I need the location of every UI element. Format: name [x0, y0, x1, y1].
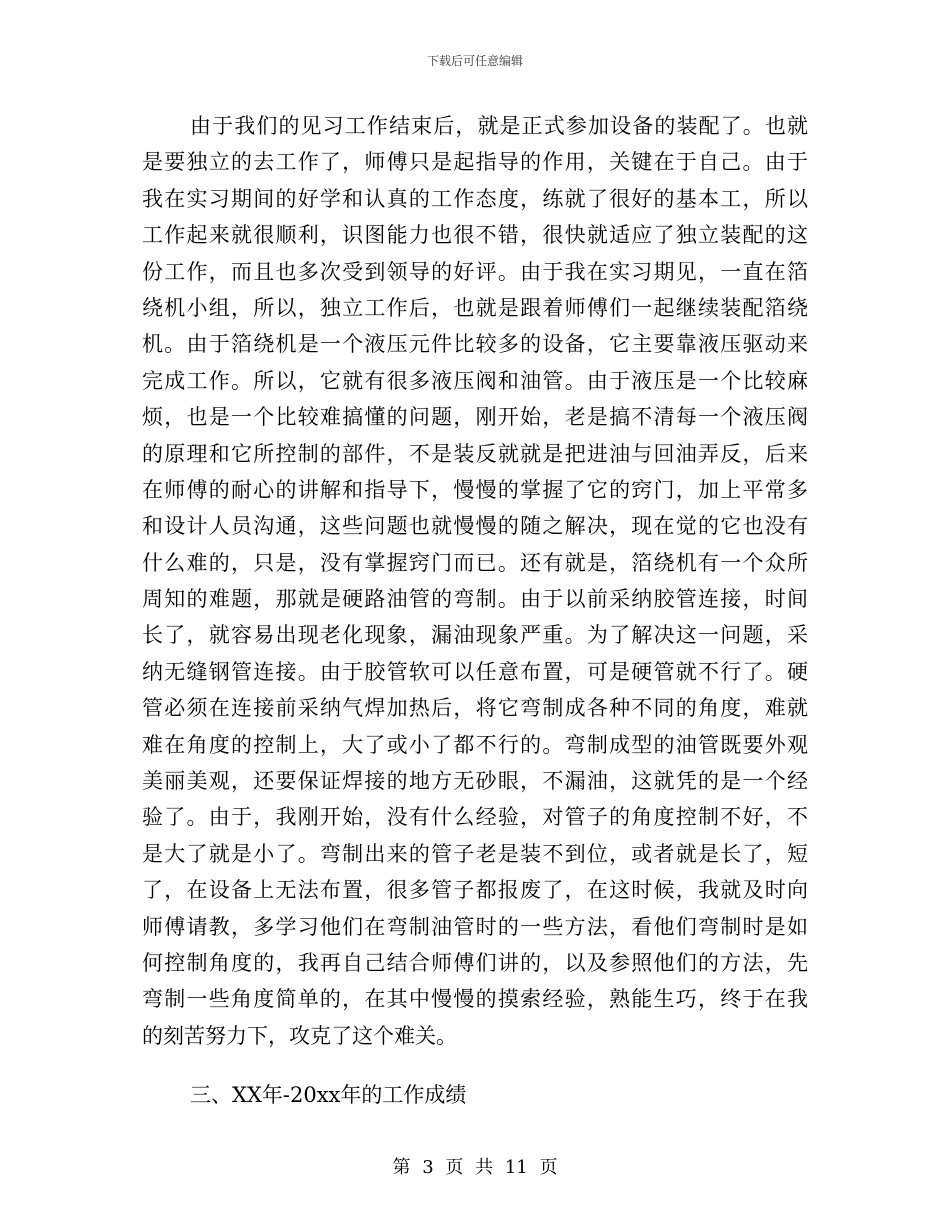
paragraph-line: 验了。由于，我刚开始，没有什么经验，对管子的角度控制不好，不 — [142, 805, 808, 830]
paragraph-line: 师傅请教，多学习他们在弯制油管时的一些方法，看他们弯制时是如 — [142, 914, 808, 939]
paragraph-line: 在师傅的耐心的讲解和指导下，慢慢的掌握了它的窍门，加上平常多 — [142, 477, 808, 502]
paragraph-line: 由于我们的见习工作结束后，就是正式参加设备的装配了。也就 — [190, 114, 808, 138]
page-header: 下载后可任意编辑 — [426, 54, 523, 68]
paragraph-line: 何控制角度的，我再自己结合师傅们讲的，以及参照他们的方法，先 — [142, 950, 808, 975]
paragraph-line: 管必须在连接前采纳气焊加热后，将它弯制成各种不同的角度，难就 — [142, 696, 808, 721]
page-number: 第 3 页 共 11 页 — [392, 1157, 558, 1178]
paragraph-line: 烦，也是一个比较难搞懂的问题，刚开始，老是搞不清每一个液压阀 — [142, 405, 808, 430]
paragraph-line: 长了，就容易出现老化现象，漏油现象严重。为了解决这一问题，采 — [142, 623, 808, 648]
paragraph-line: 机。由于箔绕机是一个液压元件比较多的设备，它主要靠液压驱动来 — [142, 332, 808, 357]
paragraph-line: 难在角度的控制上，大了或小了都不行的。弯制成型的油管既要外观 — [142, 732, 808, 757]
paragraph-line: 美丽美观，还要保证焊接的地方无砂眼，不漏油，这就凭的是一个经 — [142, 769, 808, 794]
paragraph-line: 的原理和它所控制的部件，不是装反就就是把进油与回油弄反，后来 — [142, 441, 808, 466]
paragraph-line: 绕机小组，所以，独立工作后，也就是跟着师傅们一起继续装配箔绕 — [142, 295, 808, 320]
paragraph-line: 弯制一些角度简单的，在其中慢慢的摸索经验，熟能生巧，终于在我 — [142, 987, 808, 1012]
paragraph-line: 份工作，而且也多次受到领导的好评。由于我在实习期见，一直在箔 — [142, 259, 808, 284]
section-heading: 三、XX年-20xx年的工作成绩 — [190, 1083, 467, 1107]
body-paragraph — [142, 108, 808, 1054]
paragraph-line: 是大了就是小了。弯制出来的管子老是装不到位，或者就是长了，短 — [142, 841, 808, 866]
paragraph-line: 什么难的，只是，没有掌握窍门而已。还有就是，箔绕机有一个众所 — [142, 550, 808, 575]
paragraph-line: 完成工作。所以，它就有很多液压阀和油管。由于液压是一个比较麻 — [142, 368, 808, 393]
paragraph-line: 的刻苦努力下，攻克了这个难关。 — [142, 1023, 457, 1048]
paragraph-line: 了，在设备上无法布置，很多管子都报废了，在这时候，我就及时向 — [142, 878, 808, 903]
paragraph-line: 工作起来就很顺利，识图能力也很不错，很快就适应了独立装配的这 — [142, 223, 808, 248]
paragraph-line: 和设计人员沟通，这些问题也就慢慢的随之解决，现在觉的它也没有 — [142, 514, 808, 539]
paragraph-line: 周知的难题，那就是硬路油管的弯制。由于以前采纳胶管连接，时间 — [142, 587, 808, 612]
paragraph-line: 是要独立的去工作了，师傅只是起指导的作用，关键在于自己。由于 — [142, 150, 808, 175]
paragraph-line: 我在实习期间的好学和认真的工作态度，练就了很好的基本工，所以 — [142, 186, 808, 211]
paragraph-line: 纳无缝钢管连接。由于胶管软可以任意布置，可是硬管就不行了。硬 — [142, 659, 808, 684]
